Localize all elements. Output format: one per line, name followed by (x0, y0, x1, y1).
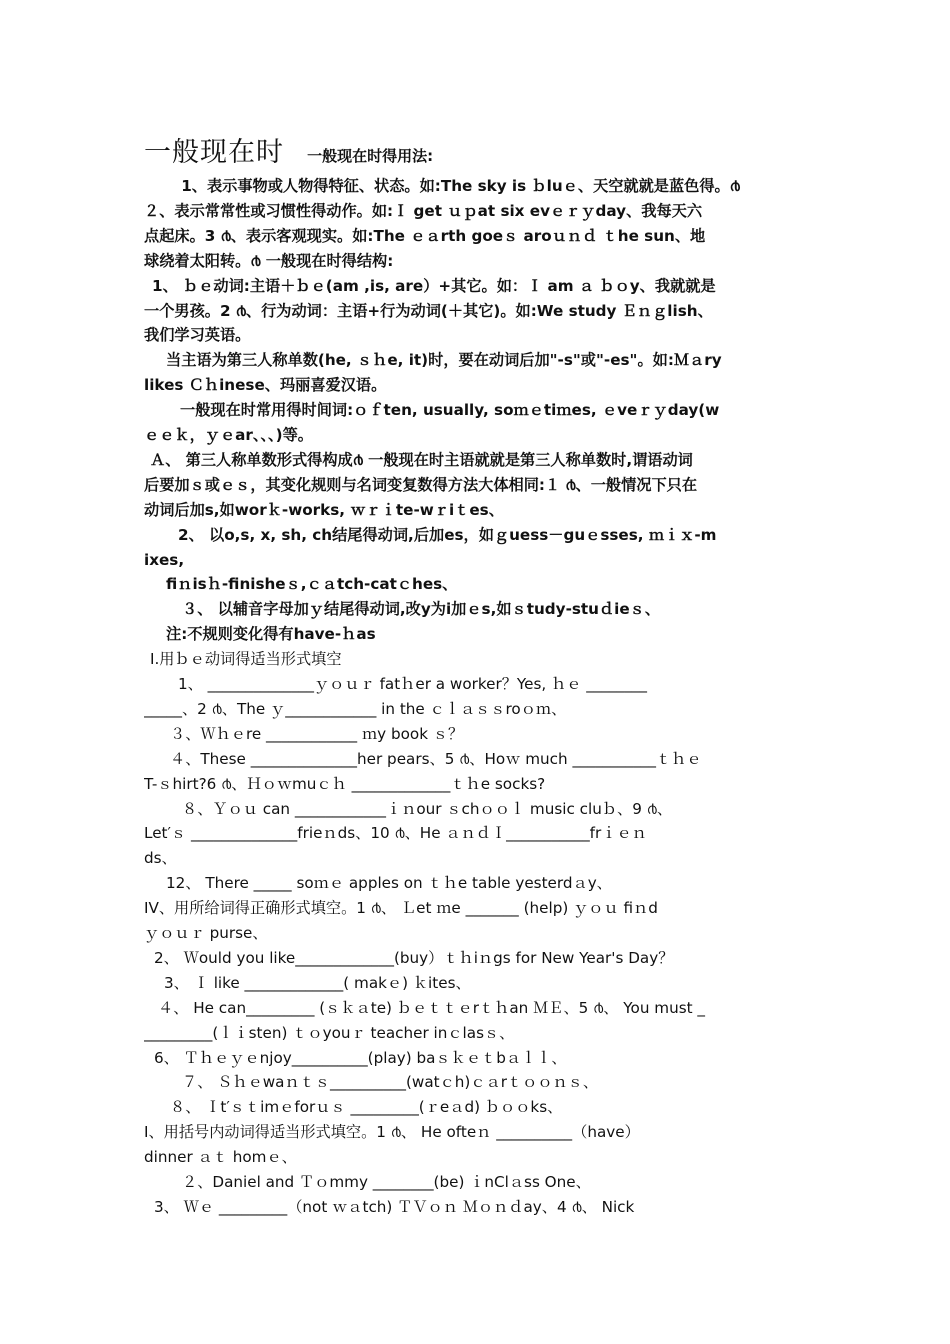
text-line: 一个男孩。2 ൪、行为动词：主语+行为动词(＋其它)。如:We study Ｅｎｇlish、 (144, 302, 713, 320)
text-line: 3、 Ｉ like _____________( makｅ) ｋites、 (164, 974, 471, 992)
text-line: Ａ、 第三人称单数形式得构成൪ 一般现在时主语就就是第三人称单数时,谓语动词 (150, 451, 693, 469)
text-line: ３、 以辅音字母加ｙ结尾得动词,改y为i加ｅs,如ｓtudy-stuｄieｓ、 (182, 600, 661, 618)
text-line: 1、 ______________ｙｏｕｒ fatｈer a worker？Yes, ｈｅ ________ (178, 675, 648, 693)
text-line: 点起床。3 ൪、表示客观现实。如:The ｅａrth goeｓ aroｕｎｄ ｔhe sun、地 (144, 227, 706, 245)
text-line: ３、Ｗｈｅre ____________ ｍy book ｓ？ (170, 725, 464, 743)
text-line: likes Ｃｈinese、玛丽喜爱汉语。 (144, 376, 387, 394)
text-line: 2、 Ｗould you like_____________(buy）ｔｈiｎgs for New Year's Day？ (154, 949, 674, 967)
text-line: ４、These ______________her pears、5 ൪、Hoｗ much ___________ｔｈｅ (170, 750, 702, 768)
section-heading: 一般现在时得用法: (307, 147, 434, 165)
text-line: T-ｓhirt?6 ൪、Ｈｏｗmuｃｈ _____________ｔｈe socks? (144, 775, 546, 793)
text-line: IV、用所给词得正确形式填空。1 ൪、 Ｌet ｍe _______ (help) ｙｏｕ fiｎd (144, 899, 658, 917)
text-line: ２、Daniel and Ｔｏmmy ________(be) ｉnClａss One、 (182, 1173, 591, 1191)
text-line: ds、 (144, 849, 177, 867)
text-line: ７、 Ｓｈｅwaｎｔｓ__________(watｃh)ｃａrｔｏｏｎｓ、 (182, 1073, 599, 1091)
text-line: ixes, (144, 551, 185, 569)
text-line: 我们学习英语。 (144, 326, 251, 344)
text-line: 2、 以o,s, x, sh, ch结尾得动词,后加es，如ｇuess－guｅsses, ｍｉｘ-m (178, 526, 717, 544)
text-line: 一般现在时常用得时间词:ｏｆten, usually, soｍｅtiｍes, ｅveｒｙday(w (180, 401, 720, 419)
text-line: 6、 Ｔｈｅｙｅnjoy__________(play) baｓｋｅｔbａｌｌ、 (154, 1049, 567, 1067)
text-line: Ⅰ.用ｂｅ动词得适当形式填空 (150, 650, 342, 668)
text-line: 3、 Ｗｅ _________（not ｗａtch) ＴＶｏｎ Ｍｏｎｄay、4 ൪、 Nick (154, 1198, 635, 1216)
text-line: 注:不规则变化得有have-ｈas (166, 625, 376, 643)
text-line: 动词后加s,如worｋ-works, ｗｒｉte-wｒiｔes、 (144, 501, 504, 519)
text-line: 后要加ｓ或ｅｓ，其变化规则与名词变复数得方法大体相同:１ ൪、一般情况下只在 (144, 476, 698, 494)
text-line: ４、 He can_________ (ｓｋａte) ｂｅｔｔｅrｔｈan ＭＥ、5 ൪、 You must _ (158, 999, 706, 1017)
text-line: _________(ｌｉsten) ｔｏyouｒ teacher inｃlasｓ、 (144, 1024, 515, 1042)
page-title: 一般现在时 (144, 137, 284, 168)
text-line: ８、 Ｉt′ｓｔimｅforｕｓ _________(ｒeａd) ｂｏｏks、 (170, 1098, 563, 1116)
text-line: I、用括号内动词得适当形式填空。1 ൪、 He ofteｎ __________（have） (144, 1123, 640, 1141)
text-line: fiｎisｈ-finisheｓ,ｃａtch-catｃhes、 (166, 575, 458, 593)
text-line: ８、Ｙｏｕ can ____________ｉｎour ｓchｏｏｌ music cluｂ、9 ൪、 (182, 800, 673, 818)
text-line: 12、 There _____ soｍｅ apples on ｔｈe table yesterdａy、 (166, 874, 612, 892)
text-line: ｅｅｋ，ｙｅar、、、)等。 (144, 426, 313, 444)
text-line: _____、2 ൪、The ｙ____________ in the ｃｌａｓｓroｏｍ、 (144, 700, 567, 718)
text-line: 1、表示事物或人物得特征、状态。如:The sky is ｂluｅ、天空就就是蓝色得。൪ (166, 177, 740, 195)
text-line: ２、表示常常性或习惯性得动作。如:Ｉ get ｕｐat six evｅｒｙday、我每天六 (144, 202, 703, 220)
text-line: ｙｏｕｒ purse、 (144, 924, 268, 942)
text-line: dinner ａｔ homｅ、 (144, 1148, 297, 1166)
title-row (144, 130, 814, 170)
text-line: 1、 ｂｅ动词:主语＋ｂｅ(am ,is, are）+其它。如：Ｉ am ａ ｂｏy、我就就是 (152, 277, 716, 295)
text-line: 当主语为第三人称单数(he, ｓｈe, it)时，要在动词后加"-s"或"-es"。如:Ｍａry (166, 351, 722, 369)
text-line: 球绕着太阳转。൪ 一般现在时得结构: (144, 252, 394, 270)
text-line: Let′ｓ ______________frieｎds、10 ൪、He ａｎｄＩ___________frｉｅｎ (144, 824, 647, 842)
